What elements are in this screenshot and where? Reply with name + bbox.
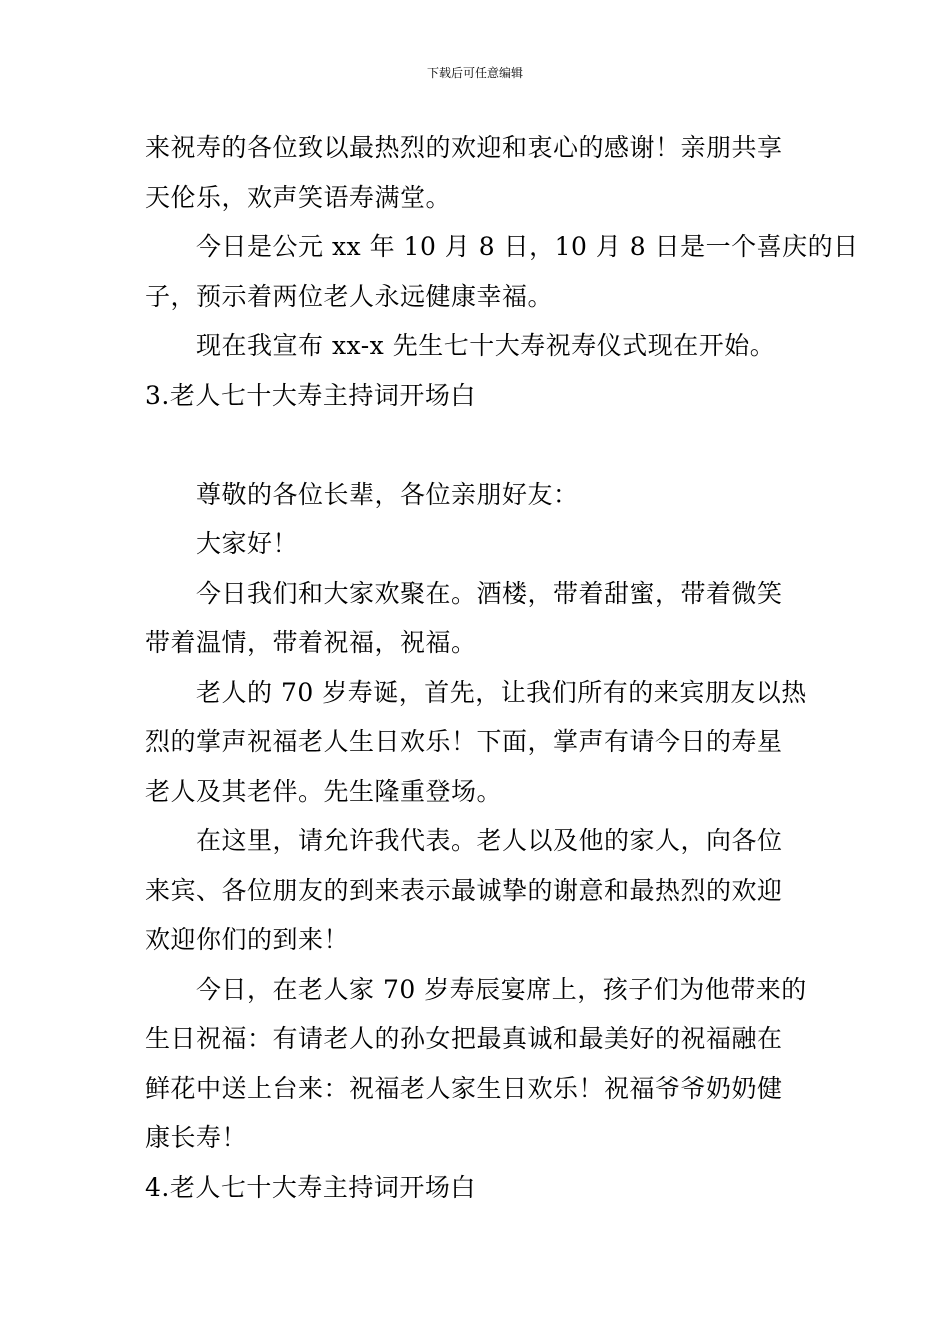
section-heading: 3.老人七十大寿主持词开场白 bbox=[145, 380, 476, 410]
paragraph-line: 在这里，请允许我代表。老人以及他的家人，向各位 bbox=[196, 826, 783, 855]
paragraph-line: 今日，在老人家 70 岁寿辰宴席上，孩子们为他带来的 bbox=[196, 974, 807, 1004]
paragraph-line: 欢迎你们的到来！ bbox=[145, 925, 350, 954]
page-header-note: 下载后可任意编辑 bbox=[426, 66, 523, 80]
paragraph-line: 烈的掌声祝福老人生日欢乐！下面，掌声有请今日的寿星 bbox=[145, 727, 783, 756]
paragraph-line: 老人及其老伴。先生隆重登场。 bbox=[145, 776, 503, 806]
paragraph-line: 老人的 70 岁寿诞，首先，让我们所有的来宾朋友以热 bbox=[196, 677, 807, 707]
paragraph-line: 来宾、各位朋友的到来表示最诚挚的谢意和最热烈的欢迎 bbox=[145, 875, 783, 905]
paragraph-line: 大家好！ bbox=[196, 529, 299, 558]
blank-line bbox=[145, 420, 807, 470]
paragraph-line: 天伦乐，欢声笑语寿满堂。 bbox=[145, 182, 452, 212]
paragraph-line: 子，预示着两位老人永远健康幸福。 bbox=[145, 281, 554, 311]
paragraph-line: 今日是公元 xx 年 10 月 8 日，10 月 8 日是一个喜庆的日 bbox=[196, 232, 859, 261]
section-heading: 4.老人七十大寿主持词开场白 bbox=[145, 1172, 476, 1202]
paragraph-line: 带着温情，带着祝福，祝福。 bbox=[145, 628, 477, 657]
paragraph-line: 鲜花中送上台来：祝福老人家生日欢乐！祝福爷爷奶奶健 bbox=[145, 1073, 783, 1103]
paragraph-line: 来祝寿的各位致以最热烈的欢迎和衷心的感谢！亲朋共享 bbox=[145, 133, 783, 162]
document-body bbox=[145, 123, 859, 1212]
paragraph-line: 尊敬的各位长辈，各位亲朋好友： bbox=[196, 479, 579, 509]
paragraph-line: 今日我们和大家欢聚在。酒楼，带着甜蜜，带着微笑 bbox=[196, 578, 783, 608]
paragraph-line: 康长寿！ bbox=[145, 1123, 248, 1152]
paragraph-line: 现在我宣布 xx-x 先生七十大寿祝寿仪式现在开始。 bbox=[196, 331, 776, 360]
paragraph-line: 生日祝福：有请老人的孙女把最真诚和最美好的祝福融在 bbox=[145, 1024, 783, 1053]
